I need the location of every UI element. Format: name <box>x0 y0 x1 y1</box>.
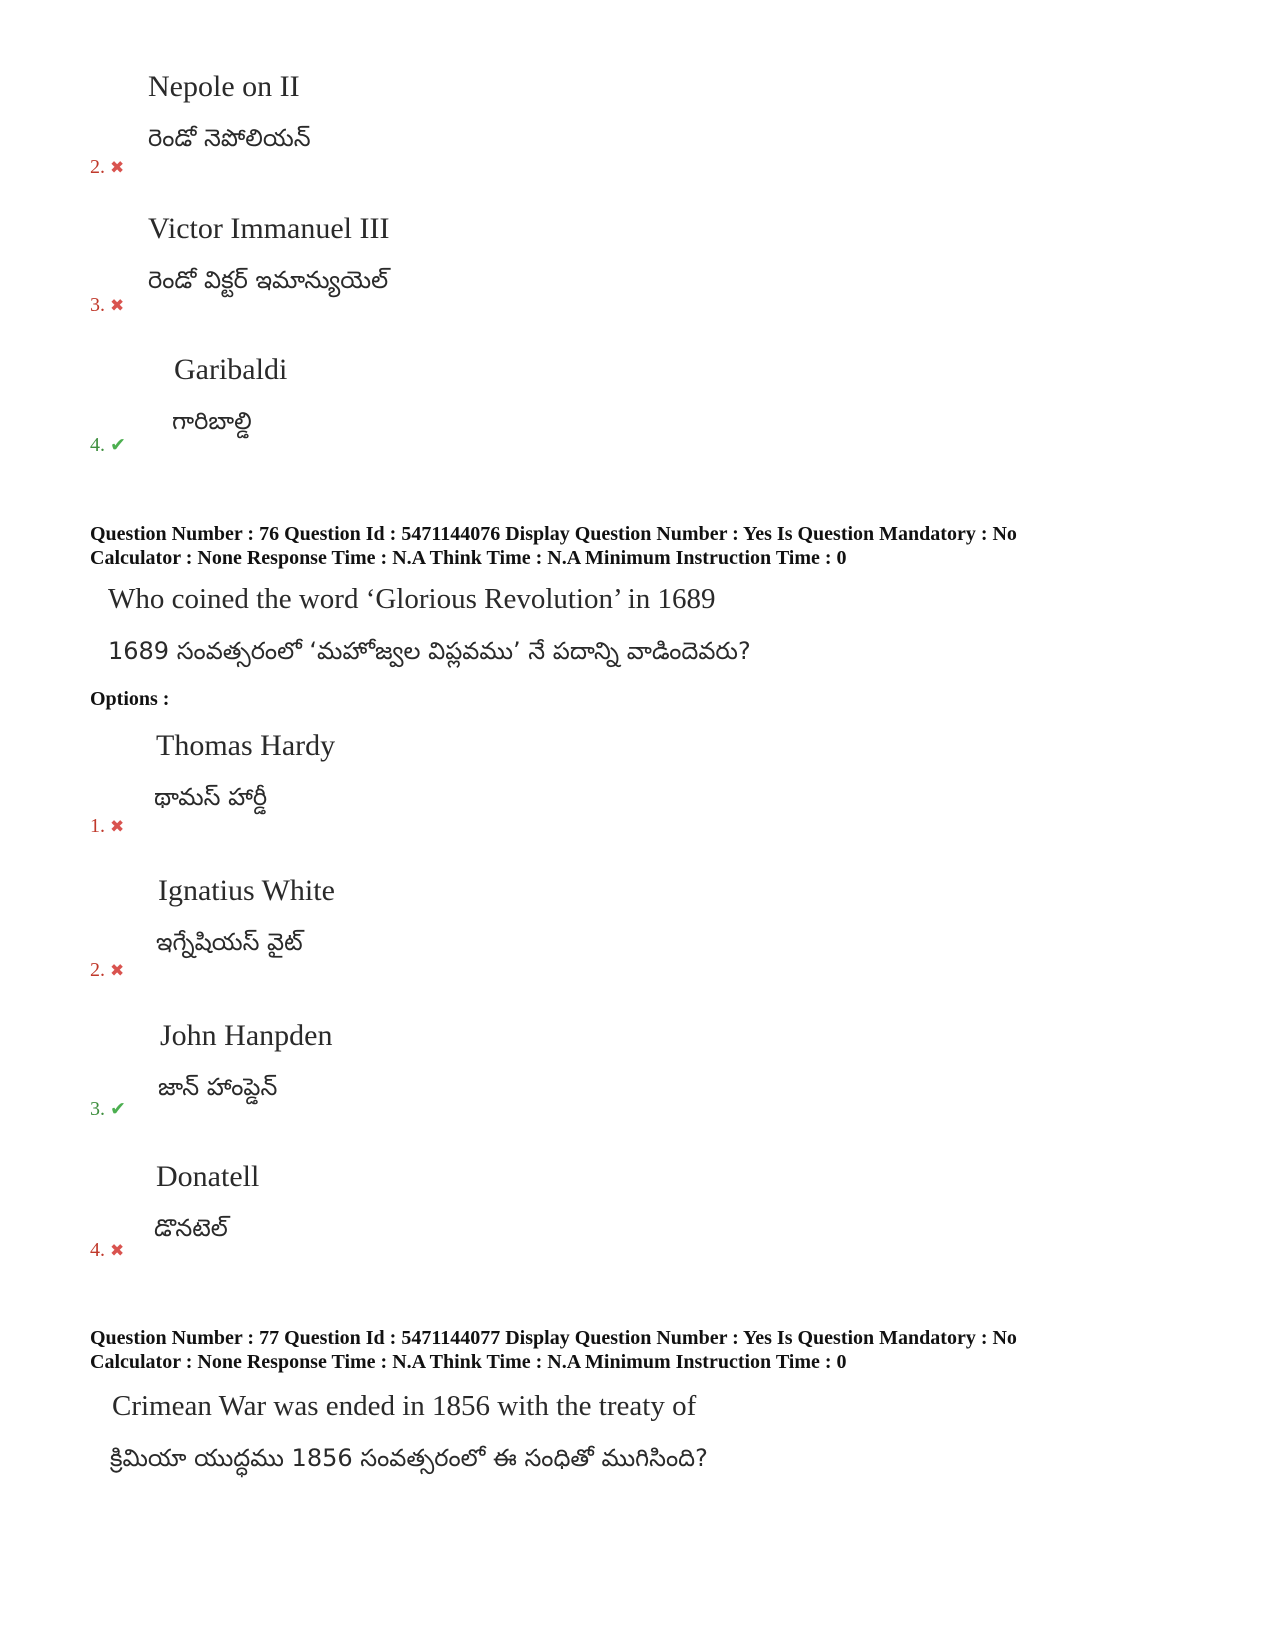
option-number <box>90 1239 124 1262</box>
option-number-label: 1. <box>90 815 105 837</box>
question-text-en: Who coined the word ‘Glorious Revolution’ in 1689 <box>108 583 716 615</box>
option-number <box>90 959 124 982</box>
option-number-label: 3. <box>90 1098 105 1120</box>
option-text-en: Garibaldi <box>174 353 288 386</box>
cross-icon: ✖ <box>110 961 125 981</box>
option-text-te: డొనటెల్ <box>154 1214 228 1242</box>
option-text-en: Victor Immanuel III <box>148 212 390 245</box>
question-meta-line1: Question Number : 76 Question Id : 5471144076 Display Question Number : Yes Is Question Mandatory : No <box>90 523 1017 545</box>
option-text-en: Donatell <box>156 1160 260 1193</box>
question-meta-line2: Calculator : None Response Time : N.A Think Time : N.A Minimum Instruction Time : 0 <box>90 1351 847 1373</box>
option-text-te: రెండో నెపోలియన్ <box>148 124 311 152</box>
option-text-te: రెండో విక్టర్ ఇమాన్యుయెల్ <box>148 266 389 294</box>
option-number <box>90 156 124 179</box>
option-number-label: 4. <box>90 434 105 456</box>
question-text-te: క్రిమియా యుద్ధము 1856 సంవత్సరంలో ఈ సంధితో ముగిసింది? <box>110 1444 708 1472</box>
question-meta-line2: Calculator : None Response Time : N.A Think Time : N.A Minimum Instruction Time : 0 <box>90 547 847 569</box>
option-number <box>90 434 126 457</box>
option-number-label: 2. <box>90 959 105 981</box>
option-text-te: గారిబాల్డి <box>172 407 252 435</box>
cross-icon: ✖ <box>110 296 125 316</box>
option-number-label: 2. <box>90 156 105 178</box>
option-text-en: John Hanpden <box>160 1019 333 1052</box>
question-meta-line1: Question Number : 77 Question Id : 5471144077 Display Question Number : Yes Is Question Mandatory : No <box>90 1327 1017 1349</box>
cross-icon: ✖ <box>110 1241 125 1261</box>
option-text-te: జాన్ హాంప్డెన్ <box>158 1073 278 1101</box>
cross-icon: ✖ <box>110 817 125 837</box>
option-number-label: 4. <box>90 1239 105 1261</box>
option-number <box>90 1098 126 1121</box>
cross-icon: ✖ <box>110 158 125 178</box>
option-text-en: Ignatius White <box>158 874 335 907</box>
options-label: Options : <box>90 688 170 710</box>
question-text-en: Crimean War was ended in 1856 with the treaty of <box>112 1390 697 1422</box>
question-text-te: 1689 సంవత్సరంలో ‘మహోజ్వల విప్లవము’ నే పదాన్ని వాడిందెవరు? <box>108 637 751 665</box>
check-icon: ✔ <box>110 1098 126 1120</box>
option-text-en: Thomas Hardy <box>156 729 336 762</box>
option-text-te: థామస్ హార్డీ <box>154 783 268 811</box>
option-number <box>90 294 124 317</box>
check-icon: ✔ <box>110 434 126 456</box>
option-number <box>90 815 124 838</box>
option-number-label: 3. <box>90 294 105 316</box>
option-text-te: ఇగ్నేషియస్ వైట్ <box>156 928 303 956</box>
option-text-en: Nepole on II <box>148 70 300 103</box>
